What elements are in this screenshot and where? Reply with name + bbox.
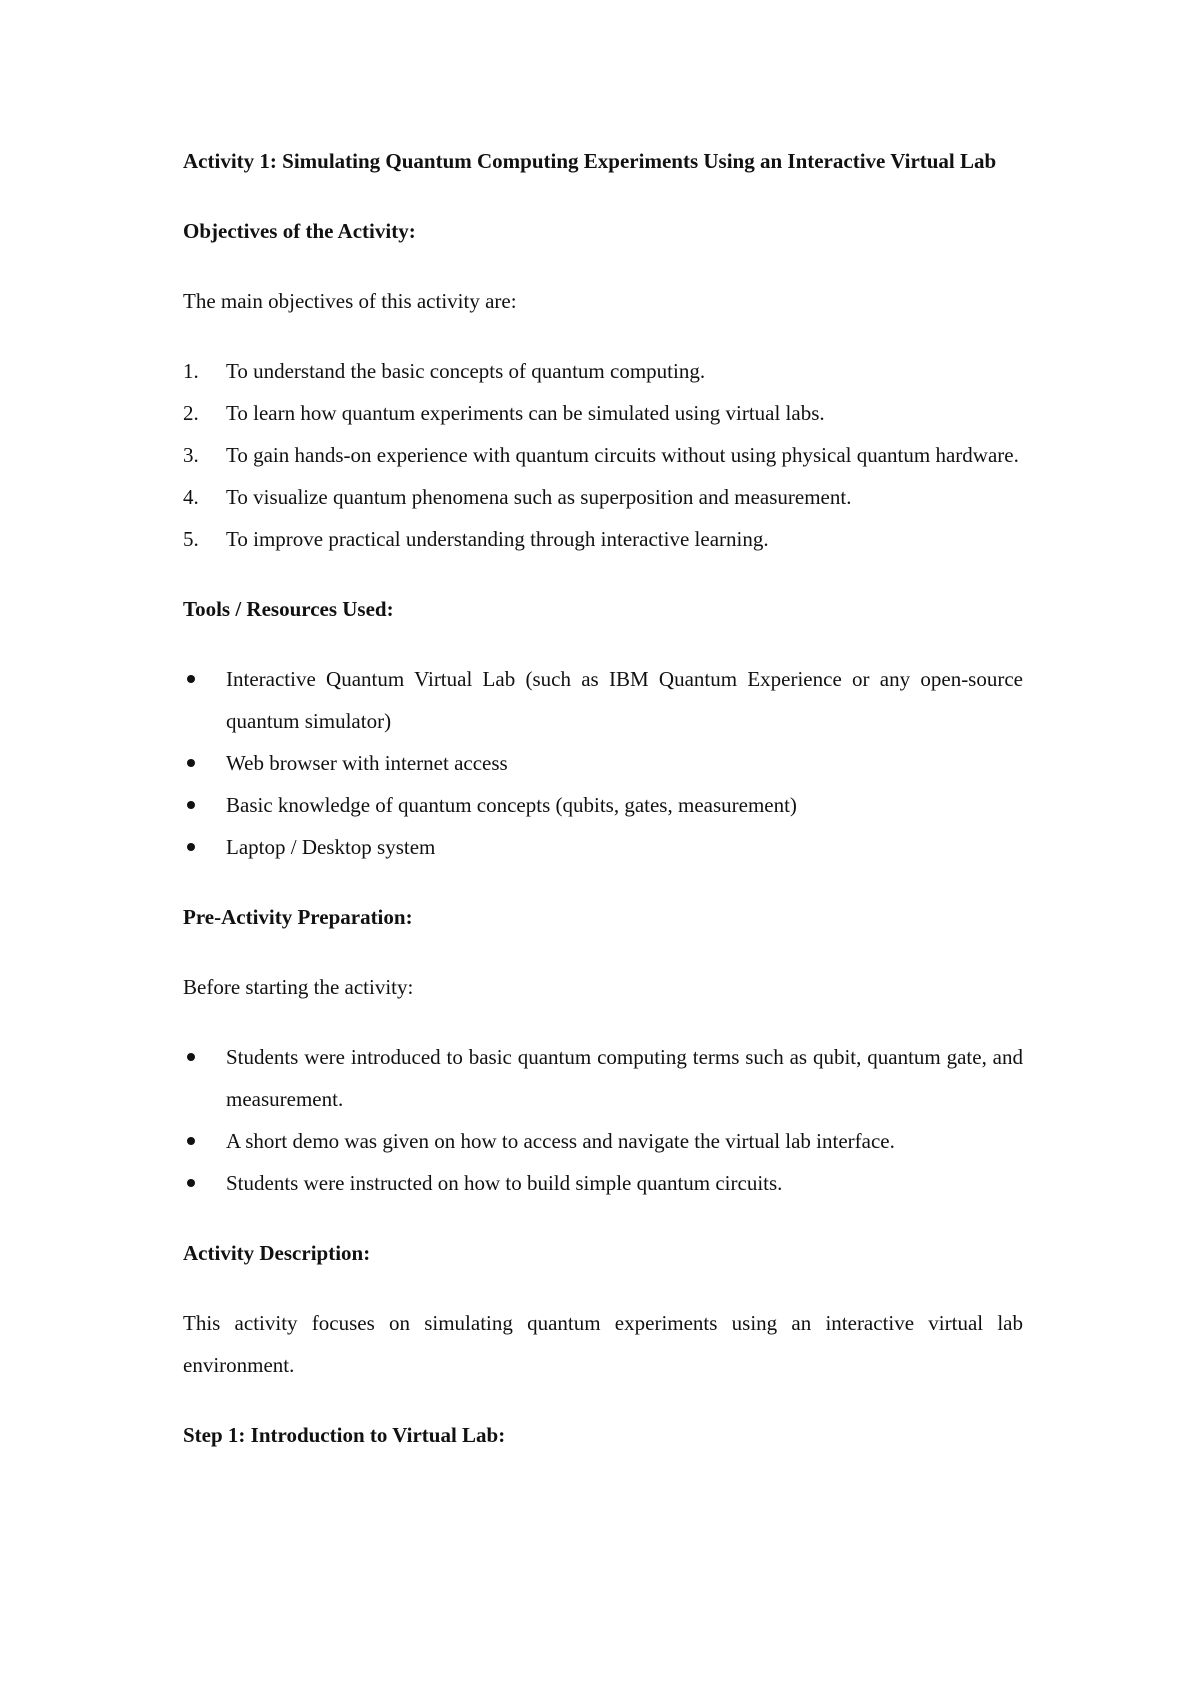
bullet-icon [187,1137,195,1145]
preparation-list [183,1036,1023,1204]
objectives-heading: Objectives of the Activity: [183,219,416,243]
list-item-text: Web browser with internet access [226,751,508,775]
list-item-text: To understand the basic concepts of quantum computing. [226,359,706,383]
bullet-icon [187,801,195,809]
list-item [183,1036,1023,1120]
description-heading: Activity Description: [183,1241,371,1265]
list-item [183,434,1023,476]
objectives-list [183,350,1023,560]
list-item-text: Basic knowledge of quantum concepts (qubits, gates, measurement) [226,793,797,817]
list-item [183,392,1023,434]
tools-heading: Tools / Resources Used: [183,597,394,621]
bullet-icon [187,843,195,851]
bullet-icon [187,1053,195,1061]
list-item [183,826,1023,868]
list-item [183,518,1023,560]
list-number: 1. [183,359,199,383]
list-item-text: To visualize quantum phenomena such as superposition and measurement. [226,485,852,509]
list-item [183,742,1023,784]
list-item-text: Interactive Quantum Virtual Lab (such as IBM Quantum Experience or any open-source quantum simulator) [226,667,1023,733]
list-item [183,784,1023,826]
step1-heading: Step 1: Introduction to Virtual Lab: [183,1423,506,1447]
list-number: 4. [183,485,199,509]
list-item-text: Students were introduced to basic quantum computing terms such as qubit, quantum gate, and measurement. [226,1045,1023,1111]
document-title: Activity 1: Simulating Quantum Computing Experiments Using an Interactive Virtual Lab [183,149,997,173]
list-item [183,1120,1023,1162]
list-number: 3. [183,443,199,467]
preparation-intro: Before starting the activity: [183,975,414,999]
list-number: 5. [183,527,199,551]
document-page [183,140,1023,1484]
list-item-text: To learn how quantum experiments can be simulated using virtual labs. [226,401,825,425]
bullet-icon [187,759,195,767]
list-item [183,350,1023,392]
list-item-text: To gain hands-on experience with quantum circuits without using physical quantum hardware. [226,443,1019,467]
list-item [183,476,1023,518]
list-item [183,1162,1023,1204]
objectives-intro: The main objectives of this activity are: [183,289,517,313]
list-item [183,658,1023,742]
bullet-icon [187,1179,195,1187]
list-item-text: A short demo was given on how to access and navigate the virtual lab interface. [226,1129,895,1153]
list-item-text: Laptop / Desktop system [226,835,436,859]
bullet-icon [187,675,195,683]
tools-list [183,658,1023,868]
preparation-heading: Pre-Activity Preparation: [183,905,413,929]
list-number: 2. [183,401,199,425]
list-item-text: To improve practical understanding through interactive learning. [226,527,769,551]
list-item-text: Students were instructed on how to build simple quantum circuits. [226,1171,783,1195]
description-text: This activity focuses on simulating quantum experiments using an interactive virtual lab environment. [183,1311,1023,1377]
